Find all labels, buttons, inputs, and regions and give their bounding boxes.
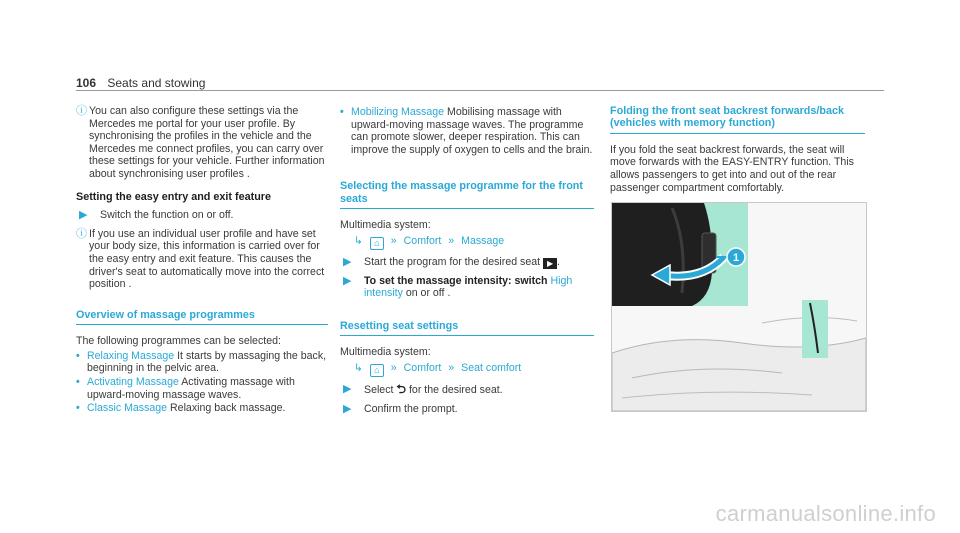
column-3 xyxy=(610,105,865,194)
page-number: 106 xyxy=(76,76,97,90)
multimedia-label: Multimedia system: xyxy=(340,346,431,359)
programme-desc: Activating massage with upward-moving massage waves. xyxy=(87,375,295,401)
path-item-comfort[interactable]: Comfort xyxy=(403,361,442,374)
bullet-dot: • xyxy=(76,402,80,415)
section-title-resetting: Resetting seat settings xyxy=(340,320,594,336)
step-start-end: . xyxy=(557,255,560,268)
path-chevron-icon: » xyxy=(390,361,397,374)
home-icon[interactable]: ⌂ xyxy=(370,237,384,250)
list-item xyxy=(340,106,594,156)
path-chevron-icon: » xyxy=(448,361,455,374)
path-arrow-icon: ↳ xyxy=(354,234,363,247)
section-title-selecting: Selecting the massage programme for the front seats xyxy=(340,180,594,209)
menu-path xyxy=(350,362,594,377)
programmes-intro: The following programmes can be selected: xyxy=(76,335,281,348)
step-arrow-icon: ▶ xyxy=(343,255,352,268)
path-chevron-icon: » xyxy=(390,234,397,247)
column-1 xyxy=(76,105,328,416)
path-chevron-icon: » xyxy=(448,234,455,247)
step-select-text: Select xyxy=(364,383,394,396)
programme-name[interactable]: Relaxing Massage xyxy=(87,349,175,362)
note-icon: ⓘ xyxy=(76,105,87,117)
programme-name[interactable]: Classic Massage xyxy=(87,402,168,415)
note-sync xyxy=(76,105,328,181)
list-item xyxy=(76,402,328,415)
section-name: Seats and stowing xyxy=(107,76,206,90)
section-title-folding: Folding the front seat backrest forwards/back (vehicles with memory function) xyxy=(610,105,865,134)
home-icon[interactable]: ⌂ xyxy=(370,364,384,377)
step-confirm xyxy=(340,403,594,416)
watermark: carmanualsonline.info xyxy=(715,501,936,526)
heading-easy-entry: Setting the easy entry and exit feature xyxy=(76,190,272,203)
high-intensity-option[interactable]: High intensity xyxy=(364,274,573,300)
note-profile-text: If you use an individual user profile and have set your body size, this information is carried over for the easy entry and exit feature. This causes the driver's seat to automatically move into the correct position . xyxy=(89,227,325,291)
folding-body: If you fold the seat backrest forwards, the seat will move forwards with the EASY-ENTRY function. This allows passengers to get into and out of the rear passenger compartment comfortably. xyxy=(610,143,854,194)
back-arrow-icon[interactable]: ⮌ xyxy=(396,381,407,396)
programme-desc: It starts by massaging the back, beginning in the pelvic area. xyxy=(87,349,327,375)
programme-name[interactable]: Mobilizing Massage xyxy=(351,106,445,118)
list-item xyxy=(76,376,328,401)
column-2 xyxy=(340,105,594,421)
step-select xyxy=(340,383,594,397)
page-header xyxy=(76,76,205,90)
step-arrow-icon: ▶ xyxy=(343,402,352,415)
play-icon[interactable]: ▶ xyxy=(543,258,557,269)
step-switch-text: Switch the function on or off. xyxy=(100,209,234,222)
step-arrow-icon: ▶ xyxy=(79,209,88,222)
step-switch xyxy=(76,209,328,222)
note-profile xyxy=(76,228,328,291)
bullet-dot: • xyxy=(76,349,80,362)
seat-illustration xyxy=(611,202,867,412)
programme-desc: Mobilising massage with upward-moving massage waves. The programme can promote slower, deeper respiration. This can improve the supply of oxygen to cells and the brain. xyxy=(351,106,593,156)
step-select-end: for the desired seat. xyxy=(408,383,503,396)
note-icon: ⓘ xyxy=(76,227,87,240)
path-item-comfort[interactable]: Comfort xyxy=(403,234,442,247)
list-item xyxy=(76,350,328,375)
section-title-overview: Overview of massage programmes xyxy=(76,309,328,325)
menu-path xyxy=(350,235,594,250)
step-start-text: Start the program for the desired seat xyxy=(364,255,541,268)
path-arrow-icon: ↳ xyxy=(354,361,363,374)
step-intensity-rest: on or off . xyxy=(405,287,451,300)
seat-illustration-svg xyxy=(612,203,866,411)
header-rule xyxy=(76,90,884,91)
step-intensity xyxy=(340,275,594,300)
programme-desc: Relaxing back massage. xyxy=(170,402,286,415)
step-intensity-bold: To set the massage intensity: switch xyxy=(364,274,548,287)
step-start-program xyxy=(340,256,594,269)
bullet-dot: • xyxy=(340,106,344,118)
step-arrow-icon: ▶ xyxy=(343,382,352,395)
path-item-massage[interactable]: Massage xyxy=(461,234,505,247)
step-confirm-text: Confirm the prompt. xyxy=(364,402,458,415)
programme-name[interactable]: Activating Massage xyxy=(87,375,179,388)
note-sync-text: You can also configure these settings via the Mercedes me portal for your user profile. By synchronising the profiles in the vehicle and the Mercedes me connect profiles, you can carry over these settings for your vehicle. Further information about synchronising user profiles . xyxy=(89,105,325,180)
path-item-seat-comfort[interactable]: Seat comfort xyxy=(461,361,522,374)
step-arrow-icon: ▶ xyxy=(343,274,352,287)
callout-number: 1 xyxy=(732,252,740,264)
bullet-dot: • xyxy=(76,375,80,388)
multimedia-label: Multimedia system: xyxy=(340,219,431,232)
